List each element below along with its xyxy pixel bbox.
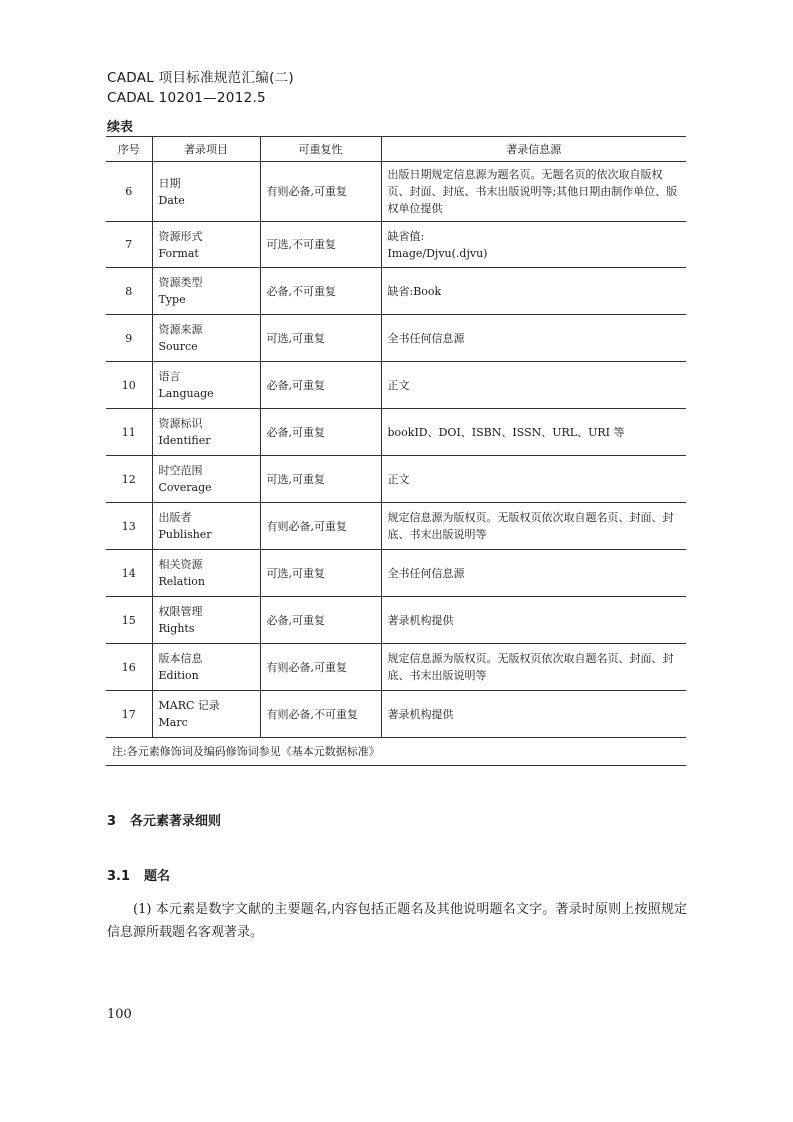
table-row: [106, 362, 686, 409]
info-source: 规定信息源为版权页。无版权页依次取自题名页、封面、封底、书末出版说明等: [381, 503, 686, 550]
info-source: 正文: [381, 362, 686, 409]
repeatability: 有则必备,可重复: [260, 644, 381, 691]
info-source-line2: Image/Djvu(.djvu): [387, 246, 488, 260]
item-name: [152, 550, 260, 597]
table-note: 注:各元素修饰词及编码修饰词参见《基本元数据标准》: [106, 738, 686, 766]
table-row: [106, 691, 686, 738]
repeatability: 可选,可重复: [260, 456, 381, 503]
item-name-cn: 资源类型: [158, 276, 203, 289]
item-name-cn: MARC 记录: [158, 699, 220, 712]
subsection-heading: [107, 865, 170, 884]
row-number: 11: [106, 409, 152, 456]
row-number: 8: [106, 268, 152, 315]
item-name-cn: 资源形式: [158, 229, 203, 243]
row-number: 9: [106, 315, 152, 362]
info-source: 著录机构提供: [381, 597, 686, 644]
row-number: 14: [106, 550, 152, 597]
repeatability: 可选,不可重复: [260, 222, 381, 268]
info-source: 出版日期规定信息源为题名页。无题名页的依次取自版权页、封面、封底、书末出版说明等;其他日期由制作单位、版权单位提供: [381, 162, 686, 222]
repeatability: 有则必备,可重复: [260, 162, 381, 222]
item-name-en: Rights: [158, 622, 195, 635]
item-name: [152, 409, 260, 456]
column-header-number: 序号: [106, 137, 152, 162]
row-number: 16: [106, 644, 152, 691]
repeatability: 必备,可重复: [260, 597, 381, 644]
item-name-cn: 时空范围: [158, 464, 203, 477]
repeatability: 必备,不可重复: [260, 268, 381, 315]
table-row: [106, 268, 686, 315]
info-source: 正文: [381, 456, 686, 503]
item-name: [152, 268, 260, 315]
section-heading: [107, 810, 221, 829]
item-name: [152, 222, 260, 268]
running-header-title: CADAL 项目标准规范汇编(二): [107, 70, 295, 86]
info-source: 缺省:Book: [381, 268, 686, 315]
repeatability: 有则必备,可重复: [260, 503, 381, 550]
item-name-en: Relation: [158, 575, 206, 588]
row-number: 15: [106, 597, 152, 644]
table-row: [106, 315, 686, 362]
item-name: [152, 162, 260, 222]
repeatability: 必备,可重复: [260, 409, 381, 456]
metadata-table: [106, 136, 686, 766]
column-header-item: 著录项目: [152, 137, 260, 162]
continued-table-label: 续表: [107, 120, 134, 135]
info-source: [381, 222, 686, 268]
table-row: [106, 503, 686, 550]
repeatability: 可选,可重复: [260, 550, 381, 597]
row-number: 17: [106, 691, 152, 738]
table-row: [106, 550, 686, 597]
table-note-row: [106, 738, 686, 766]
repeatability: 可选,可重复: [260, 315, 381, 362]
repeatability: 必备,可重复: [260, 362, 381, 409]
item-name-cn: 权限管理: [158, 605, 203, 618]
row-number: 7: [106, 222, 152, 268]
item-name-en: Date: [158, 193, 185, 207]
section-number: 3: [107, 814, 117, 829]
subsection-title: 题名: [144, 869, 171, 884]
subsection-number: 3.1: [107, 869, 131, 884]
table-row: [106, 456, 686, 503]
info-source: 著录机构提供: [381, 691, 686, 738]
table-row: [106, 222, 686, 268]
item-name: [152, 315, 260, 362]
row-number: 6: [106, 162, 152, 222]
item-name-en: Source: [158, 340, 198, 353]
body-paragraph: (1) 本元素是数字文献的主要题名,内容包括正题名及其他说明题名文字。著录时原则上按照规定信息源所载题名客观著录。: [107, 902, 687, 940]
item-name-en: Coverage: [158, 481, 212, 494]
table-row: [106, 162, 686, 222]
item-name-en: Publisher: [158, 528, 212, 541]
table-row: [106, 409, 686, 456]
item-name-cn: 版本信息: [158, 652, 203, 665]
item-name: [152, 362, 260, 409]
row-number: 12: [106, 456, 152, 503]
item-name-en: Type: [158, 293, 186, 306]
item-name-cn: 相关资源: [158, 558, 203, 571]
item-name-cn: 日期: [158, 176, 181, 190]
item-name-cn: 资源标识: [158, 417, 203, 430]
item-name: [152, 456, 260, 503]
table-row: [106, 597, 686, 644]
item-name-cn: 资源来源: [158, 323, 203, 336]
column-header-repeatability: 可重复性: [260, 137, 381, 162]
item-name-en: Identifier: [158, 434, 211, 447]
item-name-cn: 出版者: [158, 511, 192, 524]
item-name-en: Format: [158, 246, 199, 260]
page-number: 100: [107, 1007, 132, 1022]
item-name: [152, 503, 260, 550]
item-name-en: Language: [158, 387, 214, 400]
running-header-code: CADAL 10201—2012.5: [107, 90, 266, 106]
info-source: 全书任何信息源: [381, 550, 686, 597]
info-source-line1: 缺省值:: [387, 229, 425, 243]
info-source: 规定信息源为版权页。无版权页依次取自题名页、封面、封底、书末出版说明等: [381, 644, 686, 691]
item-name: [152, 597, 260, 644]
table-header-row: [106, 137, 686, 162]
item-name-en: Marc: [158, 716, 188, 729]
item-name-cn: 语言: [158, 370, 181, 383]
row-number: 10: [106, 362, 152, 409]
row-number: 13: [106, 503, 152, 550]
item-name: [152, 644, 260, 691]
section-title: 各元素著录细则: [130, 814, 222, 829]
table-row: [106, 644, 686, 691]
repeatability: 有则必备,不可重复: [260, 691, 381, 738]
item-name-en: Edition: [158, 669, 199, 682]
column-header-source: 著录信息源: [381, 137, 686, 162]
info-source: bookID、DOI、ISBN、ISSN、URL、URI 等: [381, 409, 686, 456]
item-name: [152, 691, 260, 738]
info-source: 全书任何信息源: [381, 315, 686, 362]
